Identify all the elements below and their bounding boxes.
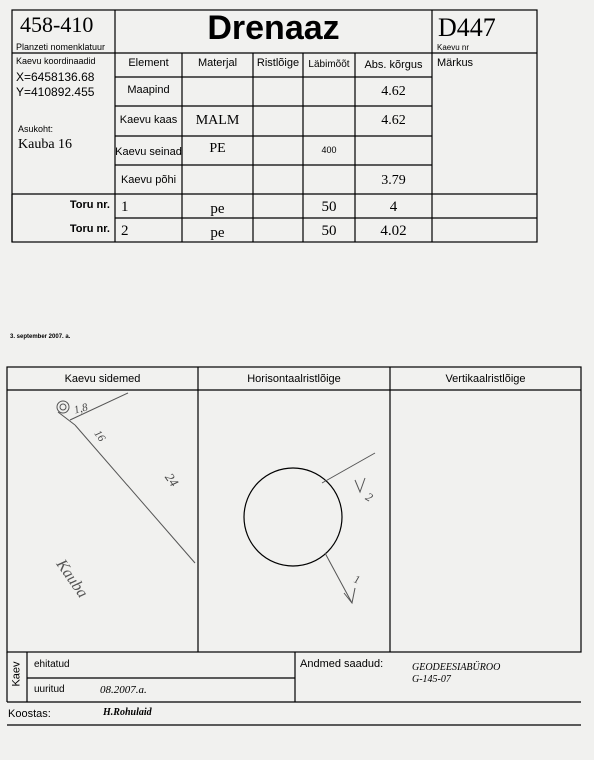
sketch-distance-1: 1,8: [72, 401, 90, 417]
built-label: ehitatud: [34, 659, 70, 670]
nomenclature-value: 458-410: [20, 12, 94, 37]
document-date: 3. september 2007. a.: [10, 334, 71, 340]
measured-label: uuritud: [34, 684, 65, 695]
row-material-walls: PE: [209, 141, 226, 156]
row-element-ground: Maapind: [127, 84, 170, 96]
row-height-lid: 4.62: [381, 113, 406, 128]
pipe-material-1: pe: [210, 201, 225, 217]
sketch-street-name: Kauba: [52, 556, 91, 602]
data-source-label: Andmed saadud:: [300, 658, 384, 670]
col-header-diameter: Läbimõõt: [308, 59, 350, 70]
page-title: Drenaaz: [207, 9, 340, 47]
row-material-lid: MALM: [195, 113, 240, 128]
nomenclature-label: Planzeti nomenklatuur: [16, 42, 106, 52]
pipe-height-1: 4: [389, 199, 398, 215]
col-header-element: Element: [128, 57, 169, 69]
pipe-height-2: 4.02: [380, 223, 407, 239]
location-label: Asukoht:: [18, 124, 54, 134]
well-number-label: Kaevu nr: [437, 43, 470, 52]
row-element-bottom: Kaevu põhi: [120, 174, 177, 186]
pipe-material-2: pe: [210, 225, 225, 241]
data-source-line-1: GEODEESIABÜROO: [412, 662, 501, 673]
pipe-number-2: 2: [121, 223, 129, 239]
col-header-remarks: Märkus: [437, 57, 474, 69]
col-header-cross-section: Ristlõige: [256, 57, 300, 69]
author-value: H.Rohulaid: [103, 707, 152, 718]
row-height-bottom: 3.79: [381, 173, 406, 188]
col-header-height: Abs. kõrgus: [364, 59, 423, 71]
author-label: Koostas:: [8, 708, 51, 720]
row-diameter-walls: 400: [321, 145, 337, 155]
row-element-lid: Kaevu kaas: [119, 114, 178, 126]
location-value: Kauba 16: [18, 137, 73, 152]
coordinates-label: Kaevu koordinaadid: [16, 56, 96, 66]
sketch-distance-3: 24: [162, 470, 182, 490]
pipe-label-1: Toru nr.: [69, 199, 110, 211]
coordinate-x: X=6458136.68: [16, 70, 95, 84]
col-title-well-ties: Kaevu sidemed: [64, 373, 141, 385]
pipe-diameter-1: 50: [321, 199, 337, 215]
row-height-ground: 4.62: [381, 84, 406, 99]
pipe-label-2: Toru nr.: [69, 223, 110, 235]
col-header-material: Materjal: [197, 57, 238, 69]
measured-value: 08.2007.a.: [100, 684, 147, 696]
data-source-line-2: G-145-07: [412, 674, 451, 685]
pipe-number-1: 1: [121, 199, 129, 215]
row-element-walls: Kaevu seinad: [115, 146, 182, 158]
well-vertical-label: Kaev: [10, 661, 23, 687]
well-number-value: D447: [438, 13, 496, 42]
sketch-distance-2: 16: [91, 428, 108, 444]
pipe-diameter-2: 50: [321, 223, 337, 239]
coordinate-y: Y=410892.455: [16, 85, 95, 99]
col-title-horizontal: Horisontaalristlõige: [247, 373, 341, 385]
sketch-pipe-1: 1: [352, 573, 362, 587]
sketch-pipe-2: 2: [363, 489, 376, 505]
col-title-vertical: Vertikaalristlõige: [445, 373, 526, 385]
